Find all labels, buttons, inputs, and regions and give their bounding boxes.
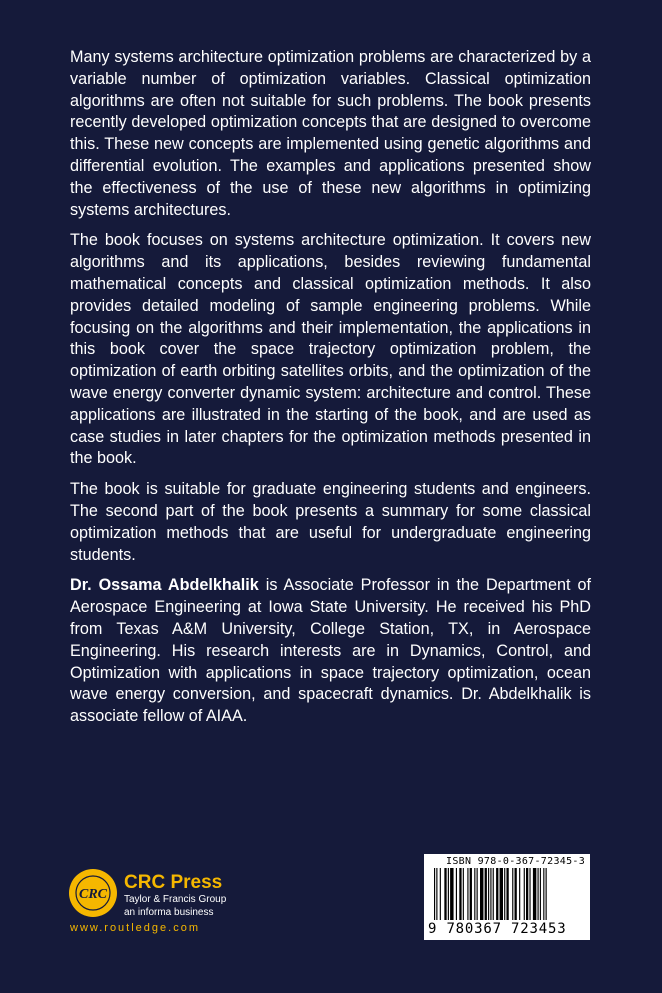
barcode-bars	[432, 868, 582, 920]
barcode-bar	[490, 868, 491, 920]
barcode-bar	[444, 868, 446, 920]
publisher-block	[68, 868, 268, 938]
barcode-bar	[496, 868, 498, 920]
publisher-tagline: an informa business	[124, 907, 214, 918]
barcode-bar	[524, 868, 525, 920]
crc-logo-text: CRC	[78, 887, 108, 902]
author-name: Dr. Ossama Abdelkhalik	[70, 576, 259, 595]
barcode-bar	[477, 868, 478, 920]
description-paragraph-3: The book is suitable for graduate engineering students and engineers. The second part of the book presents a summary for some classical optimization methods that are useful for undergraduate engineering students.	[70, 480, 591, 564]
isbn-label: ISBN 978-0-367-72345-3	[446, 856, 586, 867]
barcode-bar	[474, 868, 475, 920]
barcode-bar	[546, 868, 547, 920]
barcode-bar	[467, 868, 468, 920]
barcode-bar	[533, 868, 536, 920]
barcode-bar	[529, 868, 530, 920]
publisher-name: CRC Press	[124, 872, 223, 893]
ean-digits: 9 780367 723453	[428, 921, 567, 937]
barcode-bar	[500, 868, 503, 920]
description-paragraph-1: Many systems architecture optimization problems are characterized by a variable number of optimization variables. Classical optimization algorithms are often not suitable for such problems. The book presents recently developed optimization concepts that are designed to overcome this. These new concepts are implemented using genetic algorithms and differential evolution. The examples and applications presented show the effectiveness of the use of these new algorithms in optimizing systems architectures.	[70, 48, 591, 219]
barcode-bar	[543, 868, 544, 920]
description-paragraph-2: The book focuses on systems architecture optimization. It covers new algorithms and its applications, besides reviewing fundamental mathematical concepts and classical optimization methods. It also provides detailed modeling of sample engineering problems. While focusing on the algorithms and their implementation, the applications in this book cover the space trajectory optimization problem, the optimization of earth orbiting satellites orbits, and the optimization of the wave energy converter dynamic system: architecture and control. These applications are illustrated in the starting of the book, and are used as case studies in later chapters for the optimization methods presented in the book.	[70, 231, 591, 468]
publisher-url[interactable]: www.routledge.com	[70, 922, 200, 934]
barcode-bar	[434, 868, 435, 920]
barcode-bar	[448, 868, 449, 920]
barcode-bar	[440, 868, 441, 920]
barcode-bar	[459, 868, 461, 920]
barcode-bar	[538, 868, 539, 920]
barcode-bar	[436, 868, 437, 920]
isbn-barcode	[424, 854, 590, 940]
barcode-bar	[519, 868, 520, 920]
barcode-bar	[526, 868, 528, 920]
barcode-bar	[456, 868, 457, 920]
back-cover-description	[70, 47, 591, 737]
barcode-bar	[488, 868, 489, 920]
barcode-bar	[463, 868, 464, 920]
author-bio-text: is Associate Professor in the Department of Aerospace Engineering at Iowa State University. He received his PhD from Texas A&M University, College Station, TX, in Aerospace Engineering. His research interests are in Dynamics, Control, and Optimization with applications in space trajectory optimization, ocean wave energy conversion, and spacecraft dynamics. Dr. Abdelkhalik is associate fellow of AIAA.	[70, 576, 592, 726]
barcode-bar	[540, 868, 541, 920]
barcode-bar	[512, 868, 513, 920]
publisher-group: Taylor & Francis Group	[124, 894, 227, 905]
barcode-bar	[450, 868, 453, 920]
barcode-bar	[506, 868, 508, 920]
barcode-bar	[504, 868, 505, 920]
barcode-bar	[485, 868, 487, 920]
barcode-bar	[480, 868, 483, 920]
crc-logo-icon	[68, 868, 118, 918]
author-bio	[70, 575, 591, 728]
barcode-bar	[493, 868, 494, 920]
barcode-bar	[515, 868, 517, 920]
barcode-bar	[470, 868, 472, 920]
